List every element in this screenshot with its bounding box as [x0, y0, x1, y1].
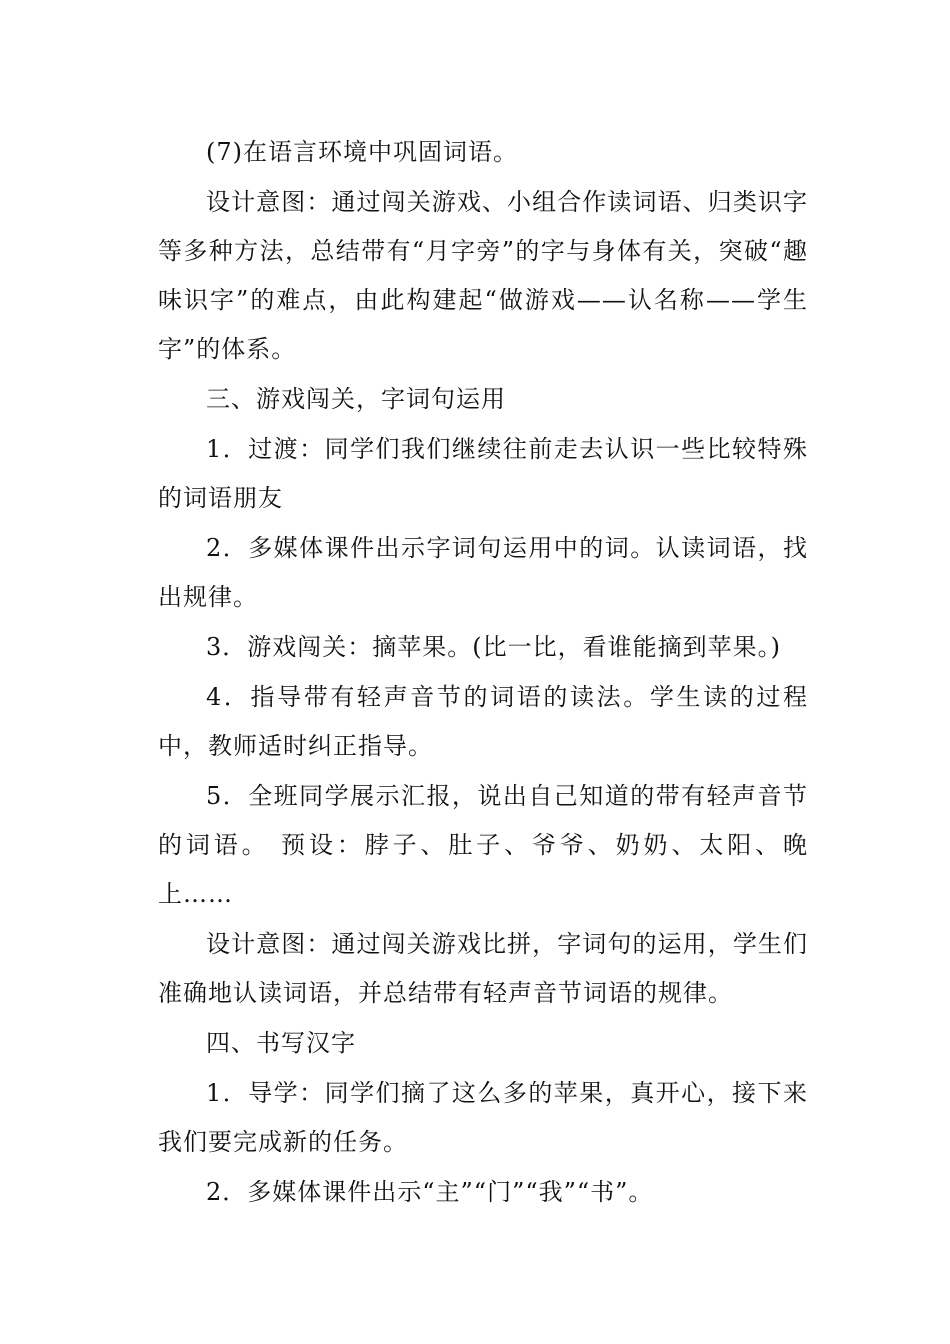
paragraph-step-3-2: 2．多媒体课件出示字词句运用中的词。认读词语，找出规律。 [158, 534, 808, 611]
paragraph-step-3-4: 4．指导带有轻声音节的词语的读法。学生读的过程中，教师适时纠正指导。 [158, 683, 808, 760]
paragraph-step-3-3: 3．游戏闯关：摘苹果。(比一比，看谁能摘到苹果。) [206, 633, 781, 661]
paragraph-step-4-2: 2．多媒体课件出示“主”“门”“我”“书”。 [206, 1178, 654, 1206]
paragraph-step-3-5: 5．全班同学展示汇报，说出自己知道的带有轻声音节的词语。 预设：脖子、肚子、爷爷、奶奶、太阳、晚上…… [158, 782, 808, 908]
paragraph-review-words: (7)在语言环境中巩固词语。 [206, 138, 518, 166]
paragraph-design-intent-2: 设计意图：通过闯关游戏比拼，字词句的运用，学生们准确地认读词语，并总结带有轻声音节词语的规律。 [158, 930, 808, 1007]
paragraph-step-3-1: 1．过渡：同学们我们继续往前走去认识一些比较特殊的词语朋友 [158, 435, 808, 512]
section-heading-3: 三、游戏闯关，字词句运用 [206, 385, 506, 413]
document-body [158, 128, 808, 1217]
paragraph-step-4-1: 1．导学：同学们摘了这么多的苹果，真开心，接下来我们要完成新的任务。 [158, 1079, 808, 1156]
paragraph-design-intent-1: 设计意图：通过闯关游戏、小组合作读词语、归类识字等多种方法，总结带有“月字旁”的字与身体有关，突破“趣味识字”的难点，由此构建起“做游戏——认名称——学生字”的体系。 [158, 188, 808, 363]
section-heading-4: 四、书写汉字 [206, 1029, 356, 1057]
